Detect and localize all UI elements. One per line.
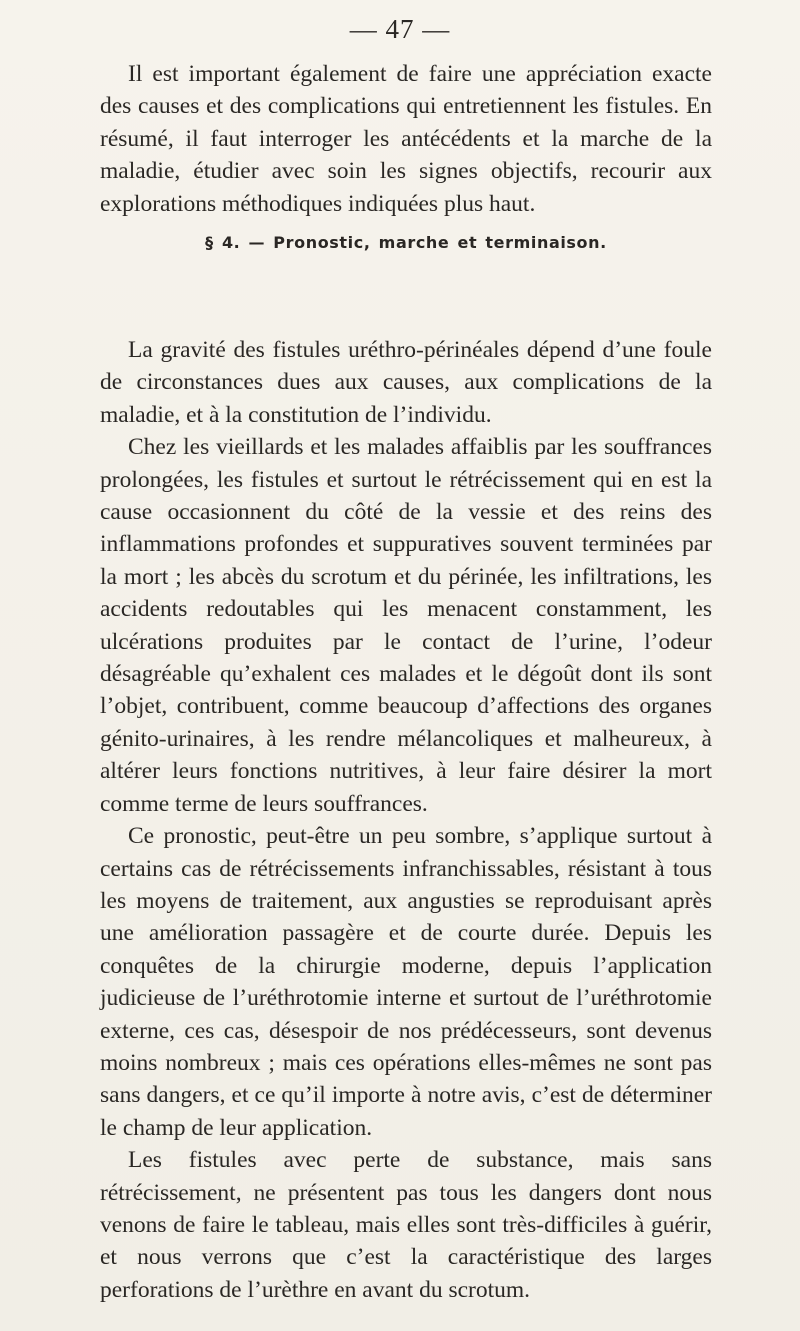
page-number: — 47 — [349, 14, 451, 44]
section-body [100, 334, 712, 1306]
intro-text-block [100, 58, 712, 220]
intro-paragraph: Il est important également de faire une appréciation exacte des causes et des complications qui entretiennent les fistules. En résumé, il faut interroger les antécédents et la marche de la maladie, étudier avec soin les signes objectifs, recourir aux explorations méthodiques indiquées plus haut. [100, 61, 712, 217]
paragraph-substance-loss: Les fistules avec perte de substance, mais sans rétrécissement, ne présentent pas tous les dangers dont nous venons de faire le tableau, mais elles sont très-difficiles à guérir, et nous verrons que c’est la caractéristique des larges perforations de l’urèthre en avant du scrotum. [100, 1147, 712, 1303]
section-heading: § 4. — Pronostic, marche et terminaison. [205, 233, 607, 252]
paragraph-prognosis: Ce pronostic, peut-être un peu sombre, s’applique surtout à certains cas de rétrécissements infranchissables, résistant à tous les moyens de traitement, aux angusties se reproduisant après une amélioration passagère et de courte durée. Depuis les conquêtes de la chirurgie moderne, depuis l’application judicieuse de l’uréthrotomie interne et surtout de l’uréthrotomie externe, ces cas, désespoir de nos prédécesseurs, sont devenus moins nombreux ; mais ces opérations elles-mêmes ne sont pas sans dangers, et ce qu’il importe à notre avis, c’est de déterminer le champ de leur application. [100, 823, 712, 1141]
paragraph-elderly: Chez les vieillards et les malades affaiblis par les souffrances prolongées, les fistules et surtout le rétrécissement qui en est la cause occasionnent du côté de la vessie et des reins des inflammations profondes et suppuratives souvent terminées par la mort ; les abcès du scrotum et du périnée, les infiltrations, les accidents redoutables qui les menacent constamment, les ulcérations produites par le contact de l’urine, l’odeur désagréable qu’exhalent ces malades et le dégoût dont ils sont l’objet, contribuent, comme beaucoup d’affections des organes génito-urinaires, à les rendre mélancoliques et malheureux, à altérer leurs fonctions nutritives, à leur faire désirer la mort comme terme de leurs souffrances. [100, 434, 712, 817]
paragraph-gravity: La gravité des fistules uréthro-périnéales dépend d’une foule de circonstances dues aux causes, aux complications de la maladie, et à la constitution de l’individu. [100, 337, 712, 428]
